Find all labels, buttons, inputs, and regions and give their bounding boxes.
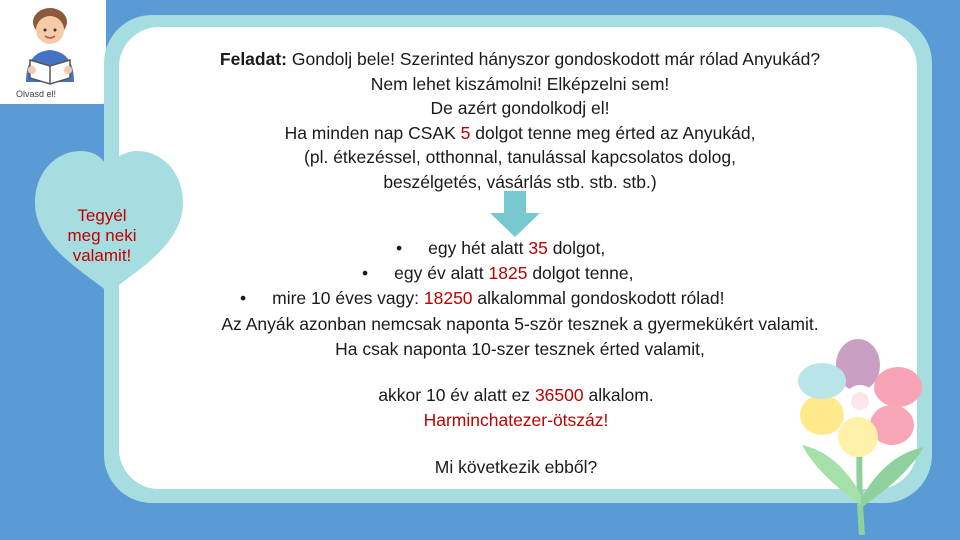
result-words: Harminchatezer-ötszáz!: [423, 409, 609, 430]
heart-line: Tegyél: [77, 206, 127, 225]
task-line-2: Nem lehet kiszámolni! Elképzelni sem!: [370, 73, 670, 94]
task-line-5: (pl. étkezéssel, otthonnal, tanulással kapcsolatos dolog,: [304, 147, 736, 167]
task-line-6: beszélgetés, vásárlás stb. stb. stb.): [383, 171, 657, 192]
total-count: 36500: [534, 385, 584, 405]
logo-label: Olvasd el!: [15, 89, 57, 99]
list-item: • egy hét alatt 35 dolgot,: [396, 238, 606, 258]
heart-line: meg neki: [67, 226, 137, 245]
heart-petal-flower-icon: [788, 335, 938, 535]
task-line-4: Ha minden nap CSAK 5 dolgot tenne meg érted az Anyukád,: [284, 122, 756, 143]
task-line-1: Feladat: Gondolj bele! Szerinted hányszor gondoskodott már rólad Anyukád?: [219, 49, 821, 69]
statement-line-2: Ha csak naponta 10-szer tesznek érted valamit,: [335, 338, 705, 359]
heart-line: valamit!: [72, 246, 132, 265]
heart-message: [52, 206, 152, 266]
task-label: Feladat:: [219, 49, 287, 69]
statement-text: [170, 312, 870, 361]
daily-count: 5: [460, 122, 471, 143]
logo-card: [0, 0, 106, 104]
question-text: Mi következik ebből?: [434, 457, 598, 477]
list-item: • mire 10 éves vagy: 18250 alkalommal gondoskodott rólad!: [240, 288, 725, 308]
task-line-3: De azért gondolkodj el!: [430, 98, 610, 118]
down-arrow-icon: [490, 191, 540, 237]
result-line: akkor 10 év alatt ez 36500 alkalom.: [378, 385, 654, 405]
task-text: [170, 47, 870, 194]
statement-line-1: Az Anyák azonban nemcsak naponta 5-ször tesznek a gyermekükért valamit.: [221, 314, 819, 334]
list-item: • egy év alatt 1825 dolgot tenne,: [362, 263, 634, 283]
result-text: [166, 383, 866, 432]
